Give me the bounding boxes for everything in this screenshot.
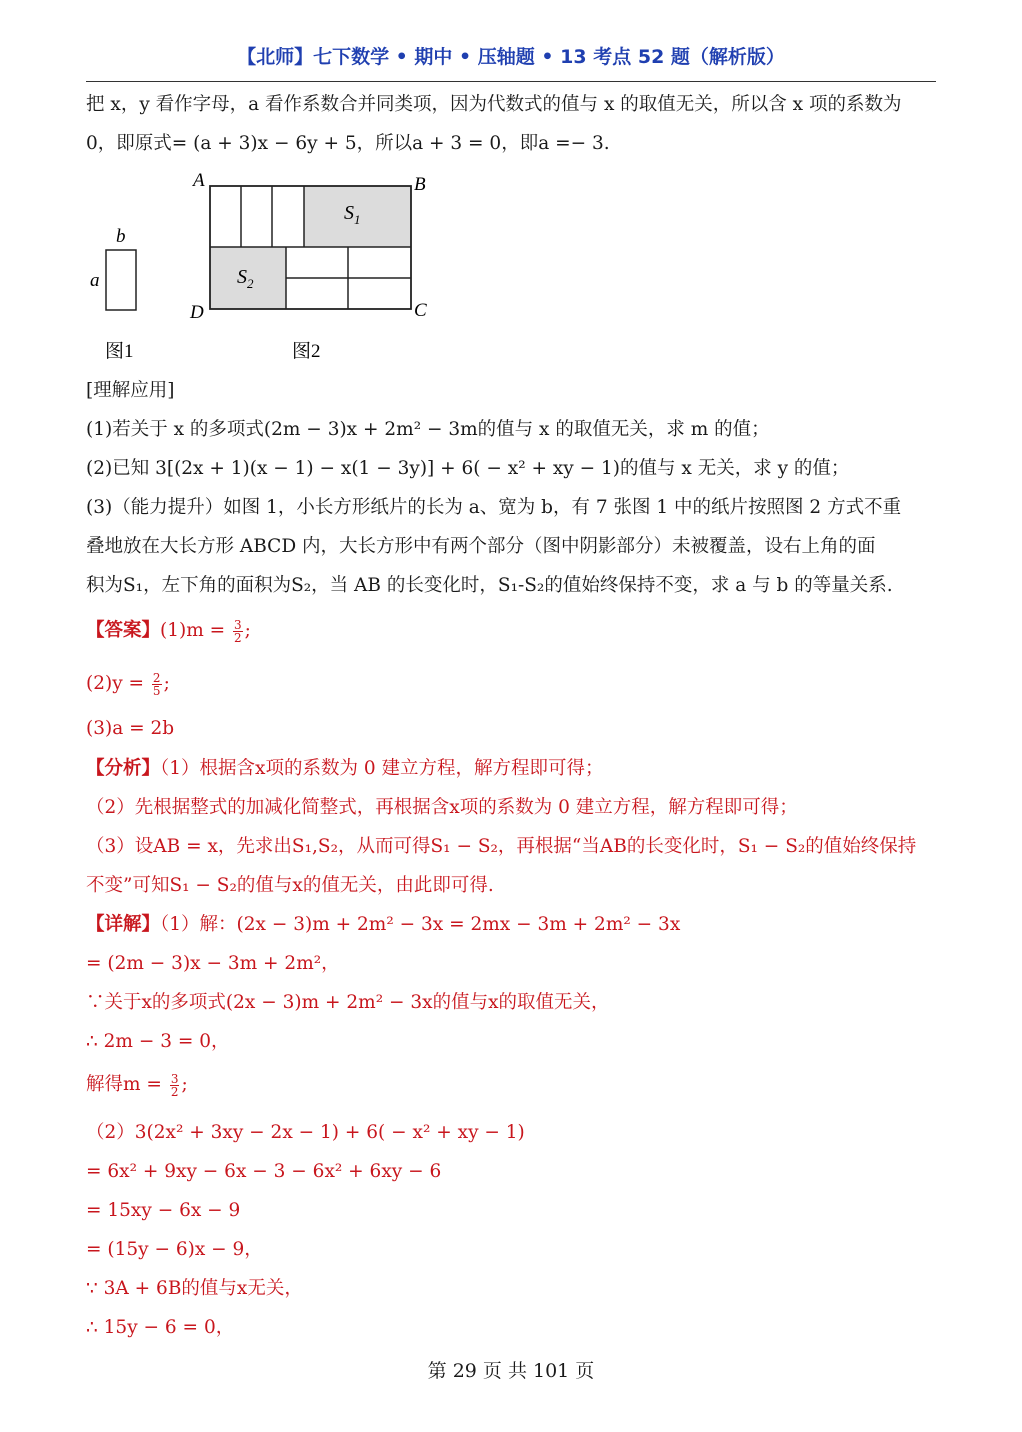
fig2-label-C: C	[414, 300, 427, 321]
detail-line-3: ∵关于x的多项式(2x − 3)m + 2m² − 3x的值与x的取值无关，	[86, 992, 610, 1013]
fig2-label-B: B	[414, 174, 426, 195]
analysis-line-4: 不变”可知S₁ − S₂的值与x的值无关，由此即可得.	[86, 875, 494, 896]
detail-line-6: （2）3(2x² + 3xy − 2x − 1) + 6( − x² + xy − 1)	[86, 1122, 525, 1143]
answer-1: 【答案】(1)m = $\frac{3}{2}$ ;	[86, 617, 251, 645]
detail-line-1: 【详解】（1）解：(2x − 3)m + 2m² − 3x = 2mx − 3m + 2m² − 3x	[86, 914, 681, 935]
question-1: (1)若关于 x 的多项式(2m − 3)x + 2m² − 3m的值与 x 的取值无关，求 m 的值；	[86, 419, 770, 440]
question-3-line-3: 积为S₁，左下角的面积为S₂，当 AB 的长变化时，S₁-S₂的值始终保持不变，求 a 与 b 的等量关系.	[86, 575, 893, 596]
detail-line-9: = (15y − 6)x − 9，	[86, 1239, 263, 1260]
intro-line-1: 把 x，y 看作字母，a 看作系数合并同类项，因为代数式的值与 x 的取值无关，所以含 x 项的系数为	[86, 94, 902, 115]
intro-line-2: 0，即原式= (a + 3)x − 6y + 5，所以a + 3 = 0，即a =− 3.	[86, 133, 610, 154]
page-header: 【北师】七下数学 • 期中 • 压轴题 • 13 考点 52 题（解析版）	[237, 46, 785, 68]
question-3-line-1: (3)（能力提升）如图 1，小长方形纸片的长为 a、宽为 b，有 7 张图 1 中的纸片按照图 2 方式不重	[86, 497, 902, 518]
fig1-caption: 图1	[105, 341, 134, 362]
detail-line-5: 解得m = $\frac{3}{2}$ ;	[86, 1071, 188, 1099]
page-footer: 第 29 页 共 101 页	[427, 1360, 595, 1382]
section-title: [理解应用]	[86, 380, 175, 401]
detail-line-10: ∵ 3A + 6B的值与x无关，	[86, 1278, 303, 1299]
detail-line-2: = (2m − 3)x − 3m + 2m²，	[86, 953, 340, 974]
fig2-label-A: A	[193, 170, 205, 191]
answer-tag: 【答案】	[86, 620, 161, 641]
analysis-line-2: （2）先根据整式的加减化简整式，再根据含x项的系数为 0 建立方程，解方程即可得；	[86, 797, 798, 818]
analysis-line-3: （3）设AB = x，先求出S₁,S₂，从而可得S₁ − S₂，再根据“当AB的长变化时，S₁ − S₂的值始终保持	[86, 836, 917, 857]
detail-tag: 【详解】	[86, 914, 161, 935]
detail-line-11: ∴ 15y − 6 = 0，	[86, 1317, 235, 1338]
fig2-label-s1: $S_1$	[344, 202, 361, 227]
detail-line-4: ∴ 2m − 3 = 0，	[86, 1031, 230, 1052]
fig2-label-s2: $S_2$	[237, 266, 254, 291]
header-rule	[86, 81, 936, 82]
geometry-figure	[80, 168, 440, 368]
answer-2: (2)y = $\frac{2}{5}$ ;	[86, 670, 170, 698]
fig1-small-rectangle	[106, 250, 136, 310]
detail-line-7: = 6x² + 9xy − 6x − 3 − 6x² + 6xy − 6	[86, 1161, 442, 1182]
question-2: (2)已知 3[(2x + 1)(x − 1) − x(1 − 3y)] + 6( − x² + xy − 1)的值与 x 无关，求 y 的值；	[86, 458, 850, 479]
answer-3: (3)a = 2b	[86, 718, 175, 739]
fig1-label-b: b	[116, 226, 126, 247]
analysis-tag: 【分析】	[86, 758, 161, 779]
fig1-label-a: a	[90, 270, 100, 291]
detail-line-8: = 15xy − 6x − 9	[86, 1200, 241, 1221]
fig2-label-D: D	[190, 302, 204, 323]
fig2-caption: 图2	[292, 341, 321, 362]
analysis-line-1: 【分析】（1）根据含x项的系数为 0 建立方程，解方程即可得；	[86, 758, 604, 779]
question-3-line-2: 叠地放在大长方形 ABCD 内，大长方形中有两个部分（图中阴影部分）未被覆盖，设右上角的面	[86, 536, 876, 557]
